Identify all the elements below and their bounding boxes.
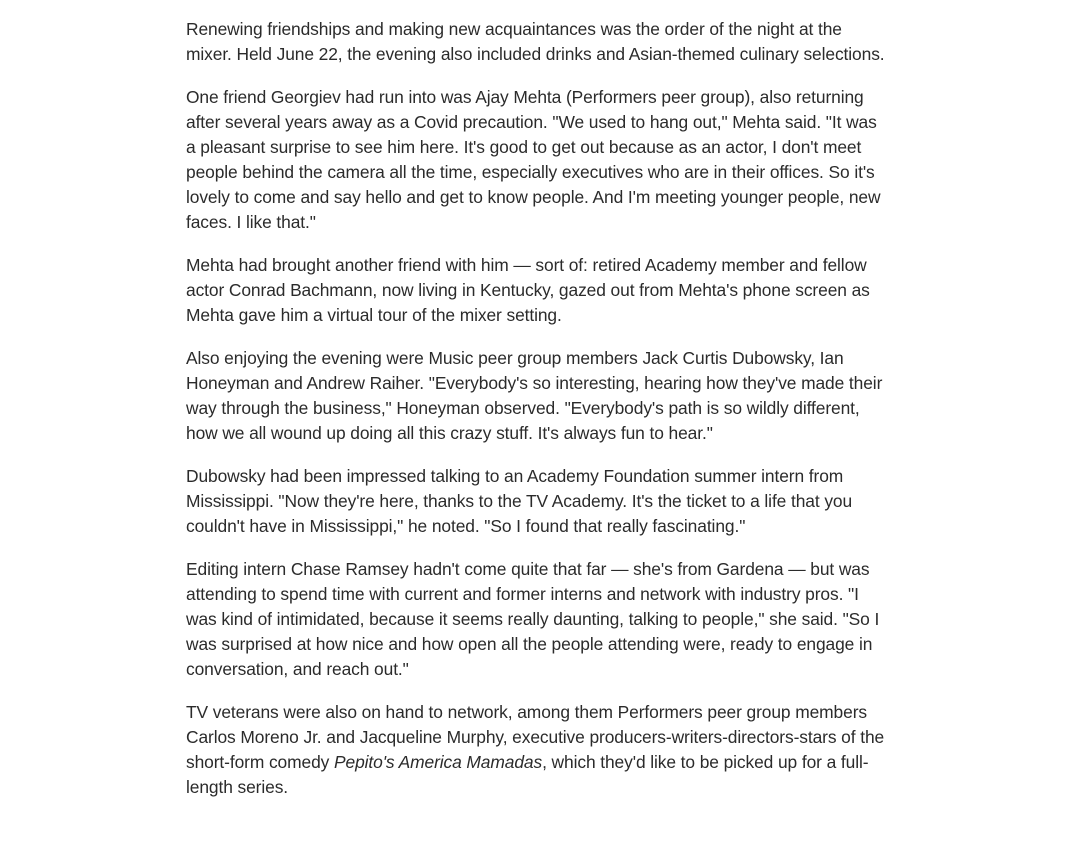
paragraph-text-after: , which they'd like to be picked up for a full-length series.: [186, 752, 869, 797]
paragraph-chase-ramsey: Editing intern Chase Ramsey hadn't come quite that far — she's from Gardena — but was attending to spend time with current and former interns and network with industry pros. "I was kind of intimidated, because it seems really daunting, talking to people," she said. "So I was surprised at how nice and how open all the people attending were, ready to engage in conversation, and reach out.": [186, 559, 880, 679]
show-title: Pepito's America Mamadas: [334, 752, 543, 772]
paragraph-dubowsky: Dubowsky had been impressed talking to an Academy Foundation summer intern from Mississippi. "Now they're here, thanks to the TV Academy. It's the ticket to a life that you couldn't have in Mississippi," he noted. "So I found that really fascinating.": [186, 466, 853, 536]
paragraph-text-before: TV veterans were also on hand to network, among them Performers peer group members Carlos Moreno Jr. and Jacqueline Murphy, executive producers-writers-directors-stars of the short-form comedy: [186, 702, 885, 772]
paragraph-music-peer-group: Also enjoying the evening were Music peer group members Jack Curtis Dubowsky, Ian Honeyman and Andrew Raiher. "Everybody's so interesting, hearing how they've made their way through the business," Honeyman observed. "Everybody's path is so wildly different, how we all wound up doing all this crazy stuff. It's always fun to hear.": [186, 348, 883, 443]
paragraph-conrad-bachmann: Mehta had brought another friend with him — sort of: retired Academy member and fellow actor Conrad Bachmann, now living in Kentucky, gazed out from Mehta's phone screen as Mehta gave him a virtual tour of the mixer setting.: [186, 255, 870, 325]
paragraph-mixer-intro: Renewing friendships and making new acquaintances was the order of the night at the mixer. Held June 22, the evening also included drinks and Asian-themed culinary selections.: [186, 19, 885, 64]
article-body: [186, 17, 888, 818]
paragraph-ajay-mehta: One friend Georgiev had run into was Ajay Mehta (Performers peer group), also returning after several years away as a Covid precaution. "We used to hang out," Mehta said. "It was a pleasant surprise to see him here. It's good to get out because as an actor, I don't meet people behind the camera all the time, especially executives who are in their offices. So it's lovely to come and say hello and get to know people. And I'm meeting younger people, new faces. I like that.": [186, 87, 881, 232]
paragraph-tv-veterans: [186, 700, 888, 800]
